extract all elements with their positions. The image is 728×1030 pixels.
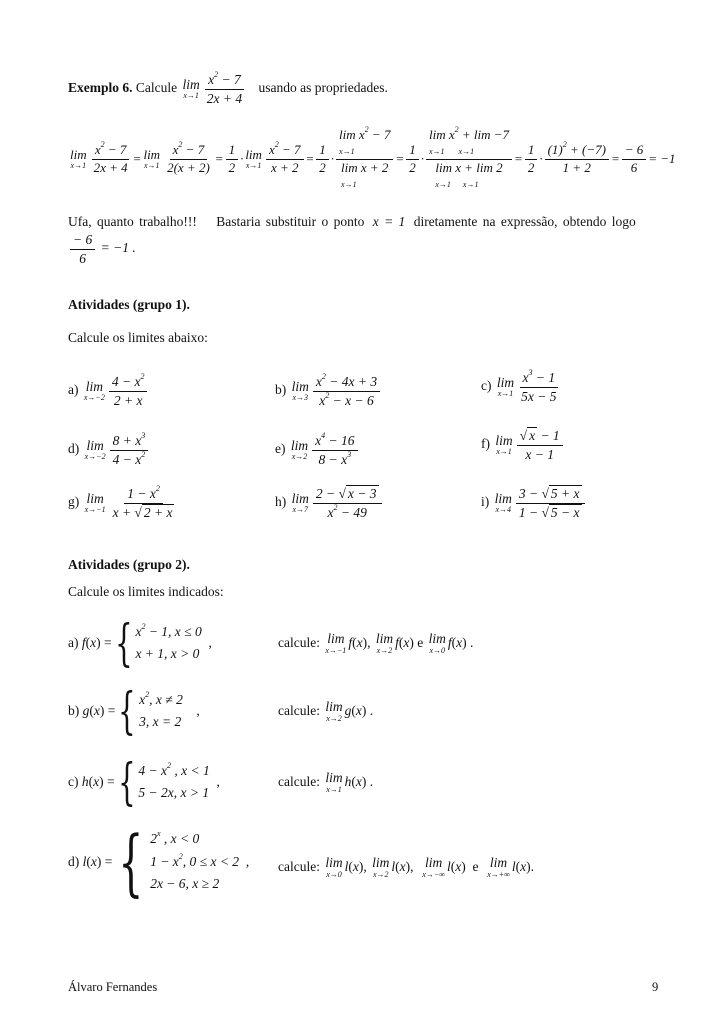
example-limit-expression: lim x→1 $\frac{x^2 - 7}{2x + 4}$ bbox=[182, 70, 243, 106]
ufa-text-2: Bastaria substituir o ponto bbox=[216, 214, 365, 229]
example-title: Exemplo 6. bbox=[68, 80, 133, 96]
group1-heading: Atividades (grupo 1). bbox=[68, 297, 190, 312]
example-usando-text: usando as propriedades. bbox=[258, 80, 388, 96]
example-calcule-text: Calcule bbox=[135, 80, 178, 96]
ufa-result-den: 6 bbox=[79, 250, 86, 266]
group1-instruction: Calcule os limites abaixo: bbox=[68, 330, 208, 345]
piecewise-b: b) g ( x ) = { $x^2$, x ≠ 2 3, x = 2 , bbox=[68, 682, 200, 740]
ufa-result-rhs: = −1 . bbox=[100, 240, 136, 256]
exercise-b: b) lim x→3 $\frac{x^2 - 4x + 3}{x^2 - x - 6}$ bbox=[275, 374, 382, 408]
piecewise-d: d) l ( x ) = { 2$^x$ , x < 0 $1 - x^2$, 0 ≤ x < 2 2x − 6, x ≥ 2 , bbox=[68, 820, 250, 904]
exercise-f: f) lim x→1 $\frac{√ x - 1}{x - 1}$ bbox=[481, 428, 565, 462]
exercise-d: d) lim x→−2 $\frac{8 + x^3}{4 - x^2}$ bbox=[68, 433, 150, 467]
calcule-b: calcule: lim x→2 g ( x ) . bbox=[278, 699, 374, 723]
group2-instruction: Calcule os limites indicados: bbox=[68, 584, 224, 599]
example-heading-line bbox=[68, 72, 388, 106]
ufa-text-1: Ufa, quanto trabalho!!! bbox=[68, 214, 197, 229]
worked-solution: lim x→1 $\frac{x^2 - 7}{2x + 4}$ = lim x→1 $\frac{x^2 - 7}{2(x + 2)}$ = $\frac{1}{2}$ · lim x→1 $\frac{x^2 - 7}{x + 2}$ = $\frac{1}{2}$ · $\lim x^2 - 7$ x→1 lim x + 2 x→1 = $\frac{1}{2}$ · $\lim x^2 + \lim -7$ x→1 x→1 lim x + lim 2 x→1 x→1 = $\frac{1}{2}$ · $\frac{(1)^2 + (-7)}{1 + 2}$ = $\frac{- 6}{6}$ = −1 bbox=[70, 125, 676, 189]
ufa-text-3: diretamente na expressão, obtendo logo bbox=[413, 214, 636, 229]
calcule-d: calcule: lim x→0 l ( x ), lim x→2 l ( x ), lim x→−∞ l ( x ) e lim x→+∞ l ( x ). bbox=[278, 855, 535, 879]
footer-page-number: 9 bbox=[652, 980, 659, 994]
piecewise-a: a) f ( x ) = { $x^2 - 1$, x ≤ 0 x + 1, x > 0 , bbox=[68, 614, 212, 672]
ufa-result bbox=[68, 232, 136, 266]
exercise-c: c) lim x→1 $\frac{x^3 - 1}{5x - 5}$ bbox=[481, 368, 557, 404]
exercise-h: h) lim x→7 $\frac{2 - √ x - 3}{x^2 - 49}$ bbox=[275, 486, 384, 520]
exercise-g: g) lim x→−1 $\frac{1 - x^2}{x + √ 2 + x}$ bbox=[68, 484, 173, 520]
group2-heading: Atividades (grupo 2). bbox=[68, 557, 190, 572]
exercise-e: e) lim x→2 $\frac{x^4 - 16}{8 - x^3}$ bbox=[275, 433, 360, 467]
ufa-x-eq: x = 1 bbox=[372, 214, 406, 229]
exercise-a: a) lim x→−2 $\frac{4 - x^2}{2 + x}$ bbox=[68, 374, 149, 408]
calcule-a: calcule: lim x→−1 f ( x ), lim x→2 f ( x ) e lim x→0 f ( x ) . bbox=[278, 631, 474, 655]
ufa-line bbox=[68, 214, 636, 230]
exercise-i: i) lim x→4 $\frac{3 - √ 5 + x}{1 - √ 5 - x}$ bbox=[481, 486, 587, 520]
calcule-c: calcule: lim x→1 h ( x ) . bbox=[278, 770, 374, 794]
ufa-result-num: − 6 bbox=[70, 232, 95, 250]
footer-author: Álvaro Fernandes bbox=[68, 980, 158, 994]
piecewise-c: c) h ( x ) = { $4 - x^2$ , x < 1 5 − 2x, x > 1 , bbox=[68, 753, 220, 811]
